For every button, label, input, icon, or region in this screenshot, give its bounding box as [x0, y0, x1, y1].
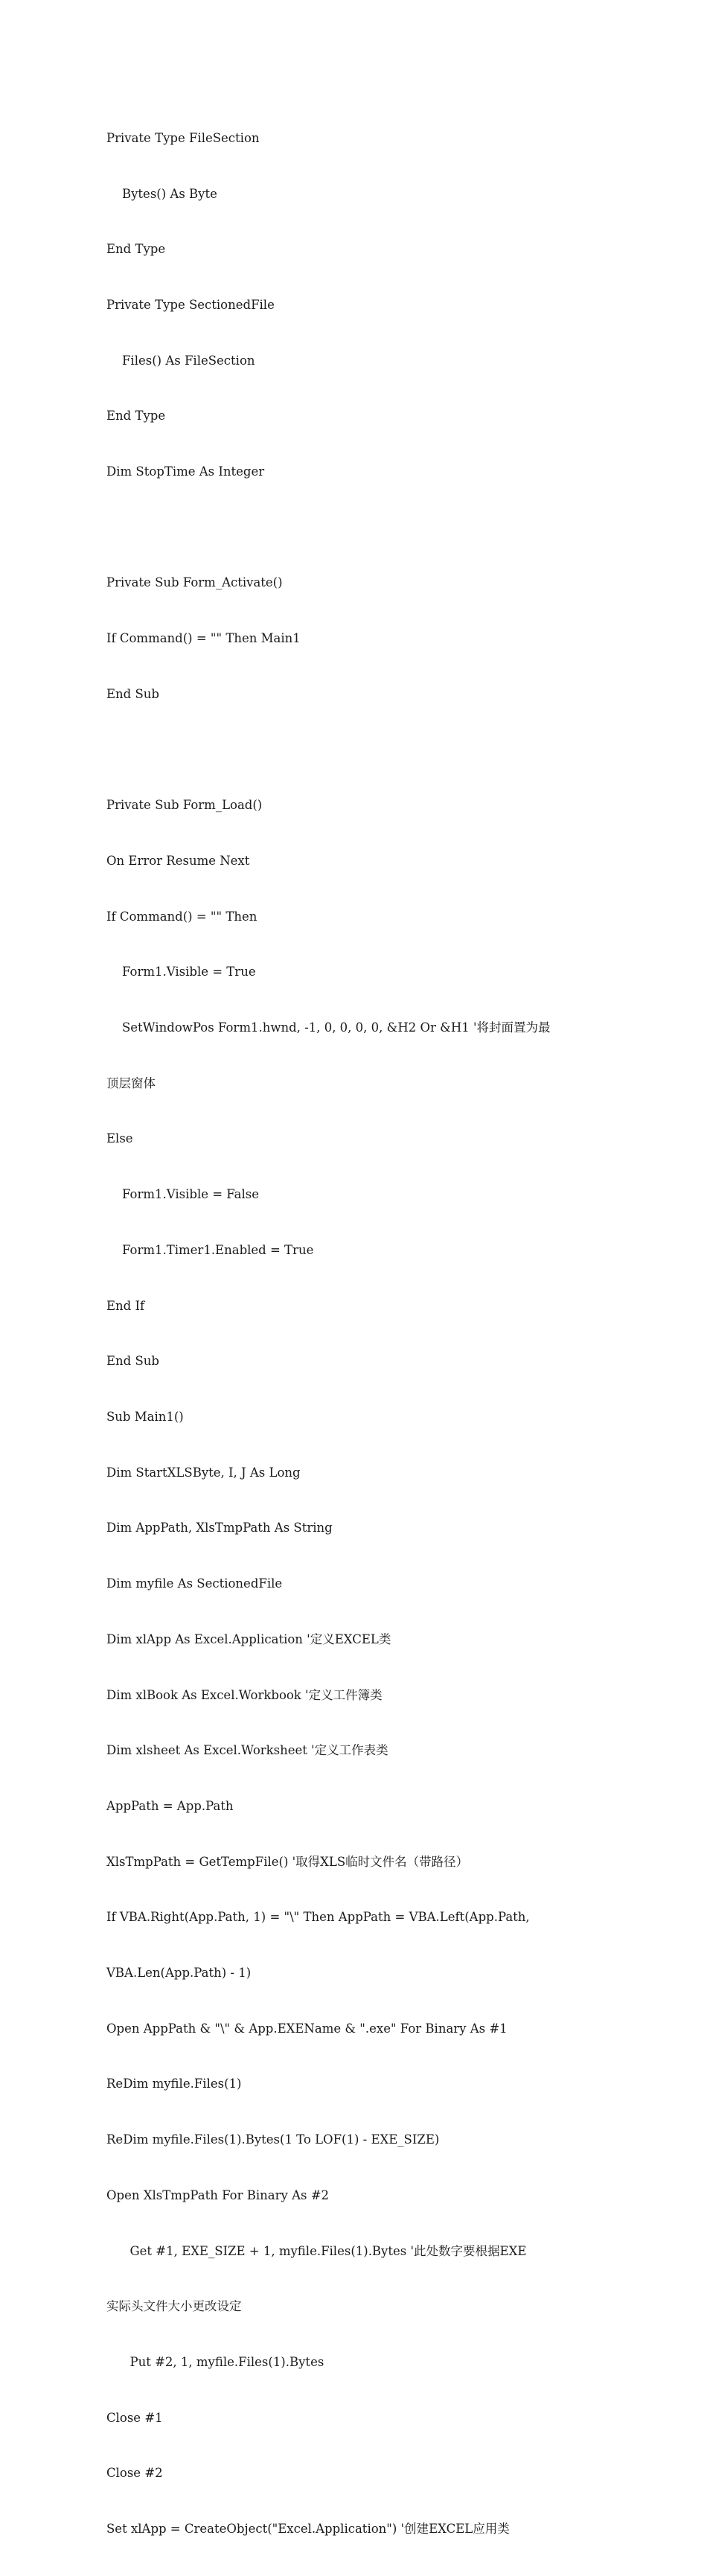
- code-line: If Command() = "" Then Main1: [106, 631, 301, 646]
- code-line: End Type: [106, 242, 166, 257]
- code-line: Sub Main1(): [106, 1409, 184, 1424]
- code-line: Set xlApp = CreateObject("Excel.Application") '创建EXCEL应用类: [106, 2522, 510, 2537]
- blank-line: [106, 741, 605, 760]
- code-line: Dim StopTime As Integer: [106, 464, 265, 479]
- code-line: Close #2: [106, 2466, 163, 2481]
- code-line: Private Type FileSection: [106, 130, 260, 145]
- code-line: End Type: [106, 409, 166, 424]
- code-line: AppPath = App.Path: [106, 1798, 234, 1813]
- code-line: 实际头文件大小更改设定: [106, 2299, 242, 2314]
- code-line: Private Type SectionedFile: [106, 297, 275, 312]
- code-line: Form1.Timer1.Enabled = True: [106, 1242, 314, 1257]
- code-line: End If: [106, 1298, 145, 1313]
- code-line: Put #2, 1, myfile.Files(1).Bytes: [106, 2354, 324, 2369]
- code-line: Form1.Visible = False: [106, 1187, 259, 1202]
- code-line: Dim xlApp As Excel.Application '定义EXCEL类: [106, 1631, 391, 1646]
- code-line: End Sub: [106, 1354, 159, 1369]
- code-line: Else: [106, 1131, 133, 1146]
- code-line: Dim xlsheet As Excel.Worksheet '定义工作表类: [106, 1743, 388, 1758]
- code-listing: [106, 92, 605, 2576]
- code-line: Open XlsTmpPath For Binary As #2: [106, 2187, 330, 2202]
- code-line: Private Sub Form_Load(): [106, 798, 263, 813]
- code-line: 顶层窗体: [106, 1076, 156, 1090]
- code-line: Get #1, EXE_SIZE + 1, myfile.Files(1).Bytes '此处数字要根据EXE: [106, 2243, 527, 2258]
- blank-line: [106, 519, 605, 537]
- code-line: If VBA.Right(App.Path, 1) = "\" Then AppPath = VBA.Left(App.Path,: [106, 1910, 530, 1925]
- code-line: End Sub: [106, 686, 159, 701]
- code-line: Dim myfile As SectionedFile: [106, 1576, 283, 1591]
- code-line: Open AppPath & "\" & App.EXEName & ".exe" For Binary As #1: [106, 2021, 508, 2036]
- code-line: Dim StartXLSByte, I, J As Long: [106, 1465, 301, 1480]
- code-line: ReDim myfile.Files(1): [106, 2077, 242, 2091]
- code-line: XlsTmpPath = GetTempFile() '取得XLS临时文件名（带路径）: [106, 1854, 469, 1869]
- code-line: On Error Resume Next: [106, 853, 250, 868]
- code-line: Form1.Visible = True: [106, 965, 256, 979]
- code-line: SetWindowPos Form1.hwnd, -1, 0, 0, 0, 0, &H2 Or &H1 '将封面置为最: [106, 1020, 551, 1035]
- code-line: Bytes() As Byte: [106, 186, 217, 201]
- code-line: ReDim myfile.Files(1).Bytes(1 To LOF(1) - EXE_SIZE): [106, 2132, 440, 2147]
- code-line: Dim AppPath, XlsTmpPath As String: [106, 1521, 333, 1535]
- code-line: VBA.Len(App.Path) - 1): [106, 1966, 252, 1981]
- code-line: Dim xlBook As Excel.Workbook '定义工件簿类: [106, 1687, 383, 1702]
- code-line: If Command() = "" Then: [106, 909, 257, 924]
- code-line: Private Sub Form_Activate(): [106, 575, 283, 590]
- code-line: Files() As FileSection: [106, 353, 255, 368]
- code-line: Close #1: [106, 2410, 163, 2425]
